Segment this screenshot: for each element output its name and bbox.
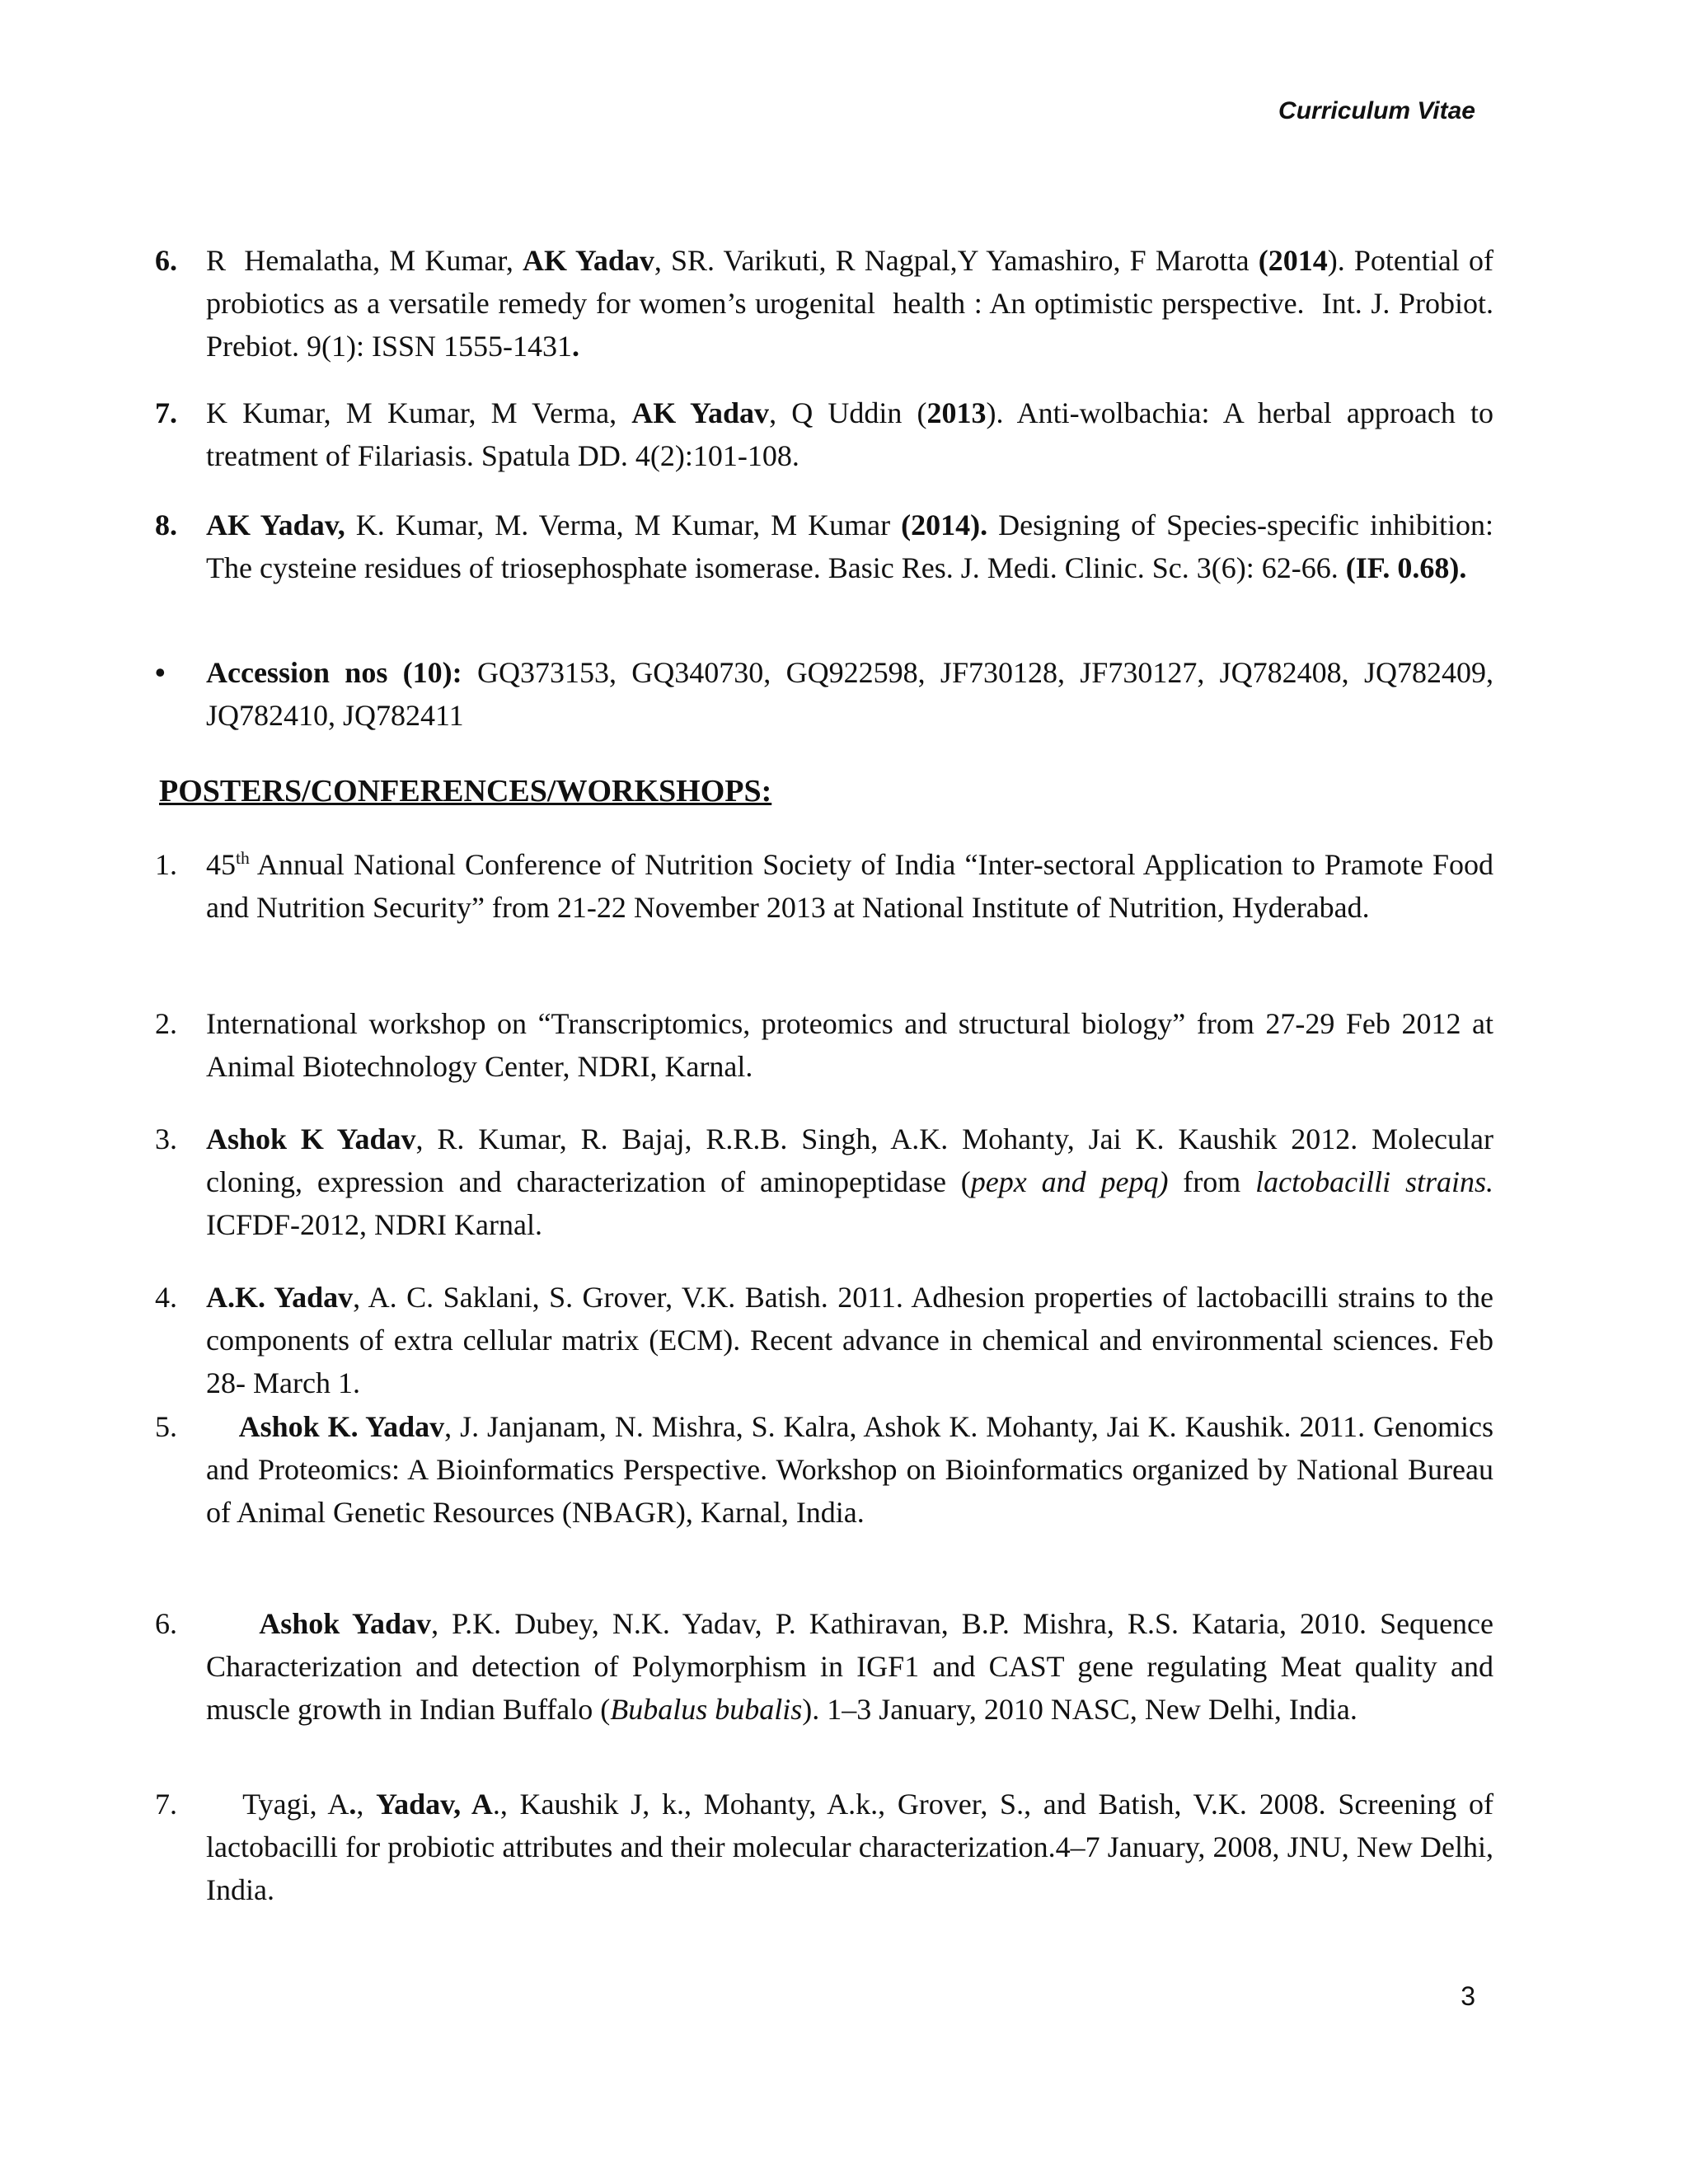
entry-text-segment: (2014). (901, 509, 988, 541)
entry-text-segment: Tyagi, A (206, 1788, 349, 1821)
publication-entry-7 (155, 391, 1501, 477)
entry-text-segment: (2014 (1258, 244, 1328, 277)
entry-text-segment: pepx and pepq) (970, 1165, 1169, 1198)
publication-entry-6 (155, 239, 1508, 368)
entry-text-segment: , SR. Varikuti, R Nagpal,Y Yamashiro, F Marotta (654, 244, 1259, 277)
entry-text-segment: K. Kumar, M. Verma, M Kumar, M Kumar (345, 509, 902, 541)
entry-text-segment: , R. Kumar, R. Bajaj, R.R.B. Singh, A.K. Mohanty, Jai K. Kaushik 2012. Molecular cloning, expression and characterization of aminopeptidase ( (206, 1122, 1502, 1198)
entry-text-segment (206, 1410, 239, 1443)
entry-text-segment: Designing of Species-specific inhibition: The cysteine residues of triosephosphate isomerase. Basic Res. J. Medi. Clinic. Sc. 3(6): 62-66. (206, 509, 1501, 584)
entry-text-segment: ., Kaushik J, k., Mohanty, A.k., Grover, S., and Batish, V.K. 2008. Screening of lactobacilli for probiotic attributes and their molecular characterization.4–7 January, 2008, JNU, New Delhi, India. (206, 1788, 1501, 1906)
entry-text-segment: Yadav, A (376, 1788, 493, 1821)
entry-text-segment: Annual National Conference of Nutrition Society of India “Inter-sectoral Application to Pramote Food and Nutrition Security” from 21-22 November 2013 at National Institute of Nutrition, Hyderabad. (206, 848, 1501, 924)
entry-text-segment: ICFDF-2012, NDRI Karnal. (206, 1165, 1501, 1241)
entry-number: 3. (155, 1122, 177, 1155)
entry-text-segment: , A. C. Saklani, S. Grover, V.K. Batish. 2011. Adhesion properties of lactobacilli strains to the components of extra cellular matrix (ECM). Recent advance in chemical and environmental sciences. Feb 28- March 1. (206, 1281, 1501, 1399)
entry-text-segment: lactobacilli strains. (1255, 1165, 1493, 1198)
poster-entry-2 (155, 1002, 1500, 1088)
publication-entry-8 (155, 504, 1501, 589)
entry-text-segment: AK Yadav (631, 396, 770, 429)
page-number: 3 (1461, 1981, 1475, 2011)
accession-label: Accession nos (10): (206, 656, 462, 689)
entry-text-segment: Ashok K. Yadav (238, 1410, 445, 1443)
entry-text-segment: R Hemalatha, M Kumar, (206, 244, 523, 277)
poster-entry-4 (155, 1276, 1501, 1404)
poster-entry-1 (155, 843, 1501, 929)
accession-list: GQ373153, GQ340730, GQ922598, JF730128, JF730127, JQ782408, JQ782409, JQ782410, JQ782411 (206, 656, 1493, 732)
poster-entry-5 (155, 1405, 1501, 1534)
entry-number: 5. (155, 1410, 177, 1443)
entry-number: 7. (155, 396, 177, 429)
poster-entry-3 (155, 1118, 1502, 1246)
entry-number: 1. (155, 848, 177, 881)
entry-text-segment: , (356, 1788, 377, 1821)
entry-text-segment: , J. Janjanam, N. Mishra, S. Kalra, Ashok K. Mohanty, Jai K. Kaushik. 2011. Genomics and Proteomics: A Bioinformatics Perspective. Workshop on Bioinformatics organized by National Bureau of Animal Genetic Resources (NBAGR), Karnal, India. (206, 1410, 1501, 1529)
entry-number: 2. (155, 1007, 177, 1040)
entry-text-segment: , Q Uddin ( (769, 396, 927, 429)
entry-text-segment: th (236, 848, 250, 868)
entry-text-segment: AK Yadav (523, 244, 654, 277)
poster-entry-7 (155, 1783, 1501, 1911)
entry-number: 4. (155, 1281, 177, 1314)
entry-text-segment: International workshop on “Transcriptomics, proteomics and structural biology” from 27-29 Feb 2012 at Animal Biotechnology Center, NDRI, Karnal. (206, 1007, 1500, 1083)
entry-text-segment: (IF. 0.68). (1345, 551, 1467, 584)
entry-text-segment: Ashok K Yadav (206, 1122, 416, 1155)
entry-text-segment: ). Anti-wolbachia: A herbal approach to treatment of Filariasis. Spatula DD. 4(2):101-108. (206, 396, 1501, 472)
poster-entry-6 (155, 1602, 1502, 1731)
entry-number: 6. (155, 1607, 177, 1640)
running-header: Curriculum Vitae (1278, 97, 1475, 124)
entry-text-segment: Ashok Yadav (259, 1607, 432, 1640)
entry-text-segment: , P.K. Dubey, N.K. Yadav, P. Kathiravan, B.P. Mishra, R.S. Kataria, 2010. Sequence Characterization and detection of Polymorphism in IGF1 and CAST gene regulating Meat quality and muscle growth in Indian Buffalo ( (206, 1607, 1502, 1726)
entry-text-segment: . (349, 1788, 357, 1821)
entry-text-segment: ). 1–3 January, 2010 NASC, New Delhi, India. (802, 1693, 1357, 1726)
entry-text-segment (206, 1607, 259, 1640)
entry-text-segment: AK Yadav, (206, 509, 345, 541)
entry-text-segment: A.K. Yadav (206, 1281, 354, 1314)
entry-text-segment: 45 (206, 848, 236, 881)
entry-text-segment: from (1168, 1165, 1256, 1198)
entry-text-segment: . (572, 330, 579, 363)
entry-number: 8. (155, 509, 177, 541)
entry-text-segment: ). Potential of probiotics as a versatile remedy for women’s urogenital health : An optimistic perspective. Int. J. Probiot. Prebiot. 9(1): ISSN 1555-1431 (206, 244, 1508, 363)
entry-text-segment: K Kumar, M Kumar, M Verma, (206, 396, 632, 429)
bullet-icon: • (155, 656, 166, 689)
section-title-posters: POSTERS/CONFERENCES/WORKSHOPS: (159, 774, 772, 808)
accession-numbers (155, 651, 1493, 737)
entry-text-segment: Bubalus bubalis (610, 1693, 803, 1726)
entry-number: 6. (155, 244, 177, 277)
entry-number: 7. (155, 1788, 177, 1821)
entry-text-segment: 2013 (926, 396, 987, 429)
